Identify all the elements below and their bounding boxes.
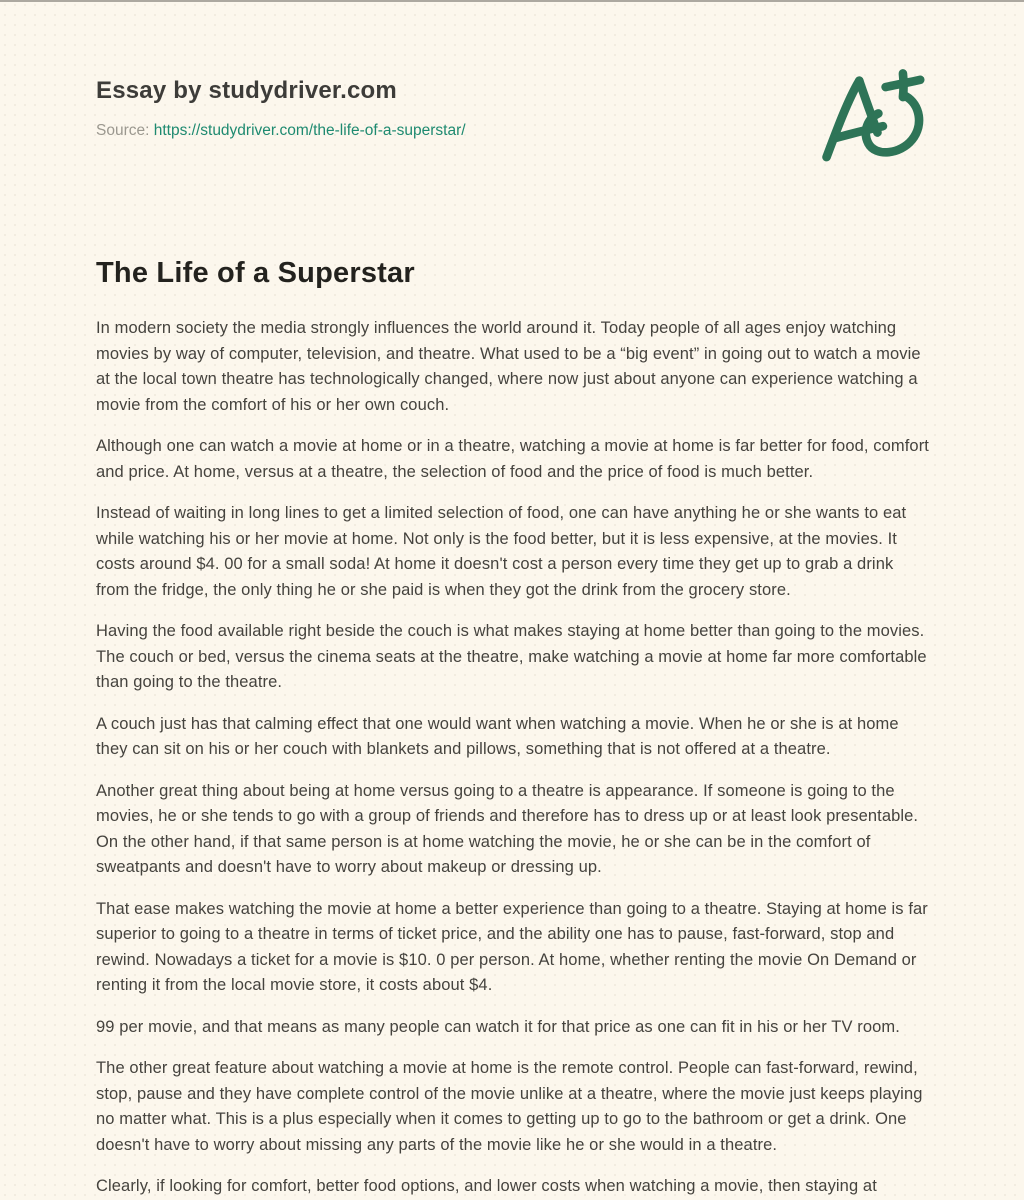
a-plus-logo-icon	[816, 68, 928, 168]
essay-paragraph: Clearly, if looking for comfort, better food options, and lower costs when watching a movie, then staying at	[96, 1177, 877, 1195]
doc-header	[96, 0, 928, 141]
essay-paragraph: A couch just has that calming effect that one would want when watching a movie. When he or she is at home they can sit on his or her couch with blankets and pillows, something that is not offered at a theatre.	[96, 714, 899, 758]
site-title: Essay by studydriver.com	[96, 77, 397, 104]
essay-paragraph: Another great thing about being at home versus going to a theatre is appearance. If someone is going to the movies, he or she tends to go with a group of friends and therefore has to dress up or at least look presentable. On the other hand, if that same person is at home watching the movie, he or she can be in the comfort of sweatpants and doesn't have to worry about makeup or dressing up.	[96, 781, 919, 876]
essay-paragraph: Having the food available right beside the couch is what makes staying at home better than going to the movies. The couch or bed, versus the cinema seats at the theatre, make watching a movie at home far more comfortable than going to the theatre.	[96, 622, 927, 691]
essay-paragraph: Although one can watch a movie at home or in a theatre, watching a movie at home is far better for food, comfort and price. At home, versus at a theatre, the selection of food and the price of food is much better.	[96, 437, 929, 481]
essay-paragraph: 99 per movie, and that means as many people can watch it for that price as one can fit in his or her TV room.	[96, 1017, 900, 1036]
essay-paragraph: Instead of waiting in long lines to get a limited selection of food, one can have anything he or she wants to eat while watching his or her movie at home. Not only is the food better, but it is less expensive, at the movies. It costs around $4. 00 for a small soda! At home it doesn't cost a person every time they get up to grab a drink from the fridge, the only thing he or she paid is when they got the drink from the grocery store.	[96, 504, 907, 599]
essay-paragraph: The other great feature about watching a movie at home is the remote control. People can fast-forward, rewind, stop, pause and they have complete control of the movie unlike at a theatre, where the movie just keeps playing no matter what. This is a plus especially when it comes to getting up to go to the bathroom or get a drink. One doesn't have to worry about missing any parts of the movie like he or she would in a theatre.	[96, 1059, 923, 1154]
source-line	[96, 121, 928, 141]
essay-paragraph: In modern society the media strongly influences the world around it. Today people of all ages enjoy watching movies by way of computer, television, and theatre. What used to be a “big event” in going out to watch a movie at the local town theatre has technologically changed, where now just about anyone can experience watching a movie from the comfort of his or her own couch.	[96, 319, 921, 414]
essay-body	[96, 316, 929, 1200]
source-url-link[interactable]: https://studydriver.com/the-life-of-a-superstar/	[153, 122, 466, 139]
essay-title: The Life of a Superstar	[96, 257, 415, 289]
essay-paragraph: That ease makes watching the movie at home a better experience than going to a theatre. Staying at home is far superior to going to a theatre in terms of ticket price, and the ability one has to pause, fast-forward, stop and rewind. Nowadays a ticket for a movie is $10. 0 per person. At home, whether renting the movie On Demand or renting it from the local movie store, it costs about $4.	[96, 899, 928, 994]
source-label: Source:	[96, 122, 150, 139]
